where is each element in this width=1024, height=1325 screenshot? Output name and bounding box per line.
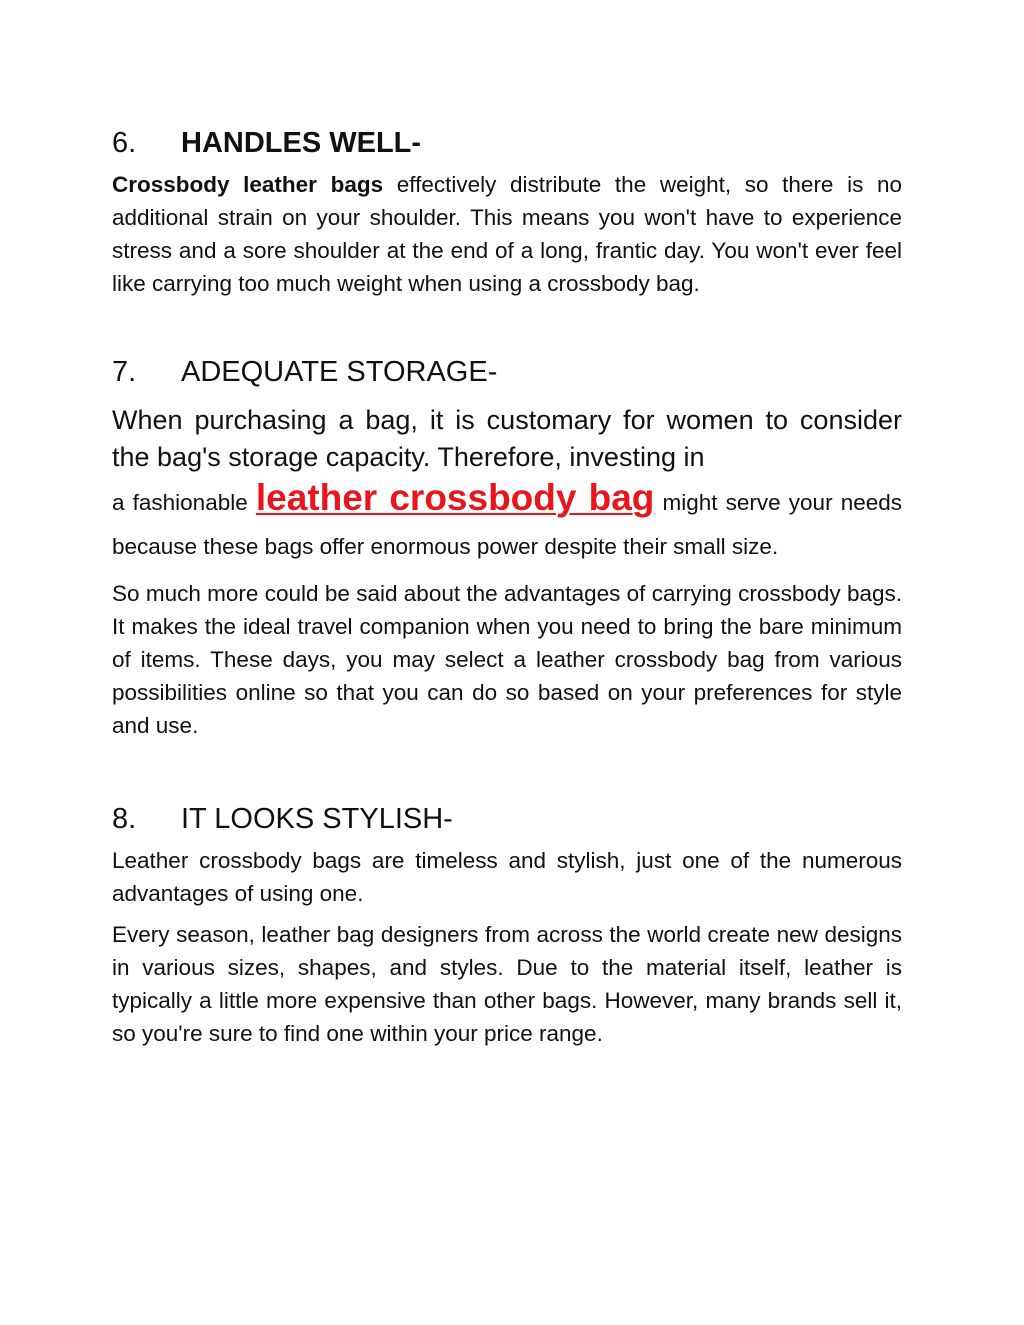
section-heading-6: [112, 118, 902, 168]
section-heading-8: [112, 794, 902, 844]
section-number: 7.: [112, 356, 137, 388]
paragraph-text: might serve your needs because these bags offer enormous power despite their small size.: [112, 490, 902, 559]
bold-lead-text: Crossbody leather bags: [112, 172, 384, 197]
paragraph-text: effectively distribute the weight, so there is no additional strain on your shoulder. This means you won't have to experience stress and a sore shoulder at the end of a long, frantic day. You won't ever feel like carrying too much weight when using a crossbody bag.: [112, 172, 902, 296]
section-title: HANDLES WELL-: [181, 127, 422, 159]
section-number: 6.: [112, 127, 137, 159]
paragraph-large-text: When purchasing a bag, it is customary for women to consider the bag's storage capacity. Therefore, investing in: [112, 405, 902, 472]
section-title: ADEQUATE STORAGE-: [181, 356, 498, 388]
section-heading-7: [112, 347, 902, 397]
paragraph-text: a fashionable: [112, 490, 256, 515]
section-8-paragraph-1: Leather crossbody bags are timeless and stylish, just one of the numerous advantages of using one.: [112, 848, 902, 906]
document-page: [112, 118, 902, 1050]
section-number: 8.: [112, 803, 137, 835]
section-7-paragraph-1-continued: [112, 476, 902, 569]
section-7-paragraph-2: So much more could be said about the advantages of carrying crossbody bags. It makes the ideal travel companion when you need to bring the bare minimum of items. These days, you may select a leather crossbody bag from various possibilities online so that you can do so based on your preferences for style and use.: [112, 581, 902, 738]
section-6-paragraph: [112, 168, 902, 300]
section-title: IT LOOKS STYLISH-: [181, 803, 453, 835]
section-7-paragraph-1: [112, 402, 902, 476]
leather-crossbody-bag-link[interactable]: leather crossbody bag: [255, 477, 655, 518]
section-8-paragraph-2: Every season, leather bag designers from across the world create new designs in various sizes, shapes, and styles. Due to the material itself, leather is typically a little more expensive than other bags. However, many brands sell it, so you're sure to find one within your price range.: [112, 922, 902, 1046]
